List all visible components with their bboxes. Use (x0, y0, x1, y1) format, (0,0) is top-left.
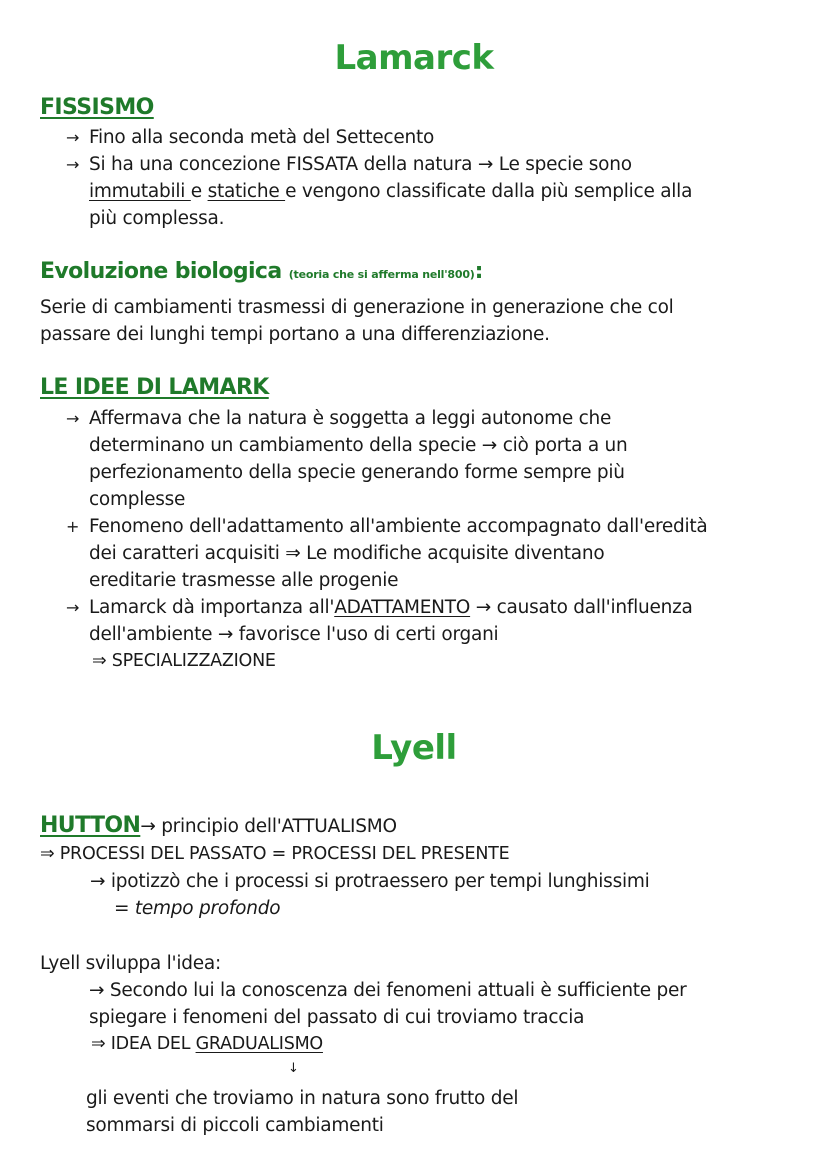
idee-b-line-2: dei caratteri acquisiti ⇒ Le modifiche acquisite diventano (89, 543, 605, 564)
idee-b-line-3: ereditarie trasmesse alle progenie (89, 570, 399, 591)
idee-heading: LE IDEE DI LAMARK (40, 375, 269, 400)
tempo-profondo-term: tempo profondo (134, 898, 281, 919)
sviluppa-line-5: gli eventi che troviamo in natura sono frutto del (86, 1088, 519, 1109)
idee-a-line-1: Affermava che la natura è soggetta a leggi autonome che (89, 408, 612, 429)
arrow-bullet-icon: → (66, 155, 80, 174)
hutton-line-2: ⇒ PROCESSI DEL PASSATO = PROCESSI DEL PRESENTE (40, 844, 510, 864)
idee-a-line-3: perfezionamento della specie generando forme sempre più (89, 462, 625, 483)
immutabili-term: immutabili (89, 181, 191, 202)
hutton-line-3: → ipotizzò che i processi si protraessero per tempi lunghissimi (90, 871, 650, 892)
plus-bullet-icon: + (66, 517, 80, 536)
sviluppa-line-3: spiegare i fenomeni del passato di cui troviamo traccia (89, 1007, 585, 1028)
evoluzione-heading: Evoluzione biologica (teoria che si afferma nell'800): (40, 259, 483, 284)
fissismo-bullet-2-line-2: immutabili e statiche e vengono classificate dalla più semplice alla (89, 181, 693, 202)
idee-c-line-3: ⇒ SPECIALIZZAZIONE (92, 651, 276, 671)
sviluppa-line-1: Lyell sviluppa l'idea: (40, 953, 221, 974)
fissismo-heading: FISSISMO (40, 95, 154, 120)
hutton-heading: HUTTON (40, 813, 141, 838)
evoluzione-text-line-2: passare dei lunghi tempi portano a una differenziazione. (40, 324, 550, 345)
lyell-title: Lyell (371, 728, 457, 768)
statiche-term: statiche (207, 181, 286, 202)
idee-a-line-4: complesse (89, 489, 186, 510)
fissismo-bullet-1: Fino alla seconda metà del Settecento (89, 127, 435, 148)
arrow-bullet-icon: → (66, 409, 80, 428)
idee-a-line-2: determinano un cambiamento della specie → ciò porta a un (89, 435, 628, 456)
evoluzione-note: (teoria che si afferma nell'800) (288, 268, 475, 281)
gradualismo-term: GRADUALISMO (195, 1034, 323, 1054)
arrow-bullet-icon: → (66, 598, 80, 617)
idee-c-line-2: dell'ambiente → favorisce l'uso di certi organi (89, 624, 499, 645)
arrow-bullet-icon: → (66, 128, 80, 147)
idee-c-line-1: Lamarck dà importanza all'ADATTAMENTO → causato dall'influenza (89, 597, 693, 618)
fissismo-bullet-2-line-1: Si ha una concezione FISSATA della natura → Le specie sono (89, 154, 632, 175)
idee-b-line-1: Fenomeno dell'adattamento all'ambiente accompagnato dall'eredità (89, 516, 708, 537)
hutton-line-1: HUTTON→ principio dell'ATTUALISMO (40, 813, 397, 838)
down-arrow-icon: ↓ (288, 1061, 299, 1076)
adattamento-term: ADATTAMENTO (334, 597, 471, 618)
hutton-line-4: = tempo profondo (114, 898, 281, 919)
fissismo-bullet-2-line-3: più complessa. (89, 208, 225, 229)
sviluppa-line-6: sommarsi di piccoli cambiamenti (86, 1115, 384, 1136)
sviluppa-line-4: ⇒ IDEA DEL GRADUALISMO (91, 1034, 323, 1054)
evoluzione-text-line-1: Serie di cambiamenti trasmessi di generazione in generazione che col (40, 297, 674, 318)
lamarck-title: Lamarck (334, 38, 494, 78)
sviluppa-line-2: → Secondo lui la conoscenza dei fenomeni attuali è sufficiente per (89, 980, 687, 1001)
